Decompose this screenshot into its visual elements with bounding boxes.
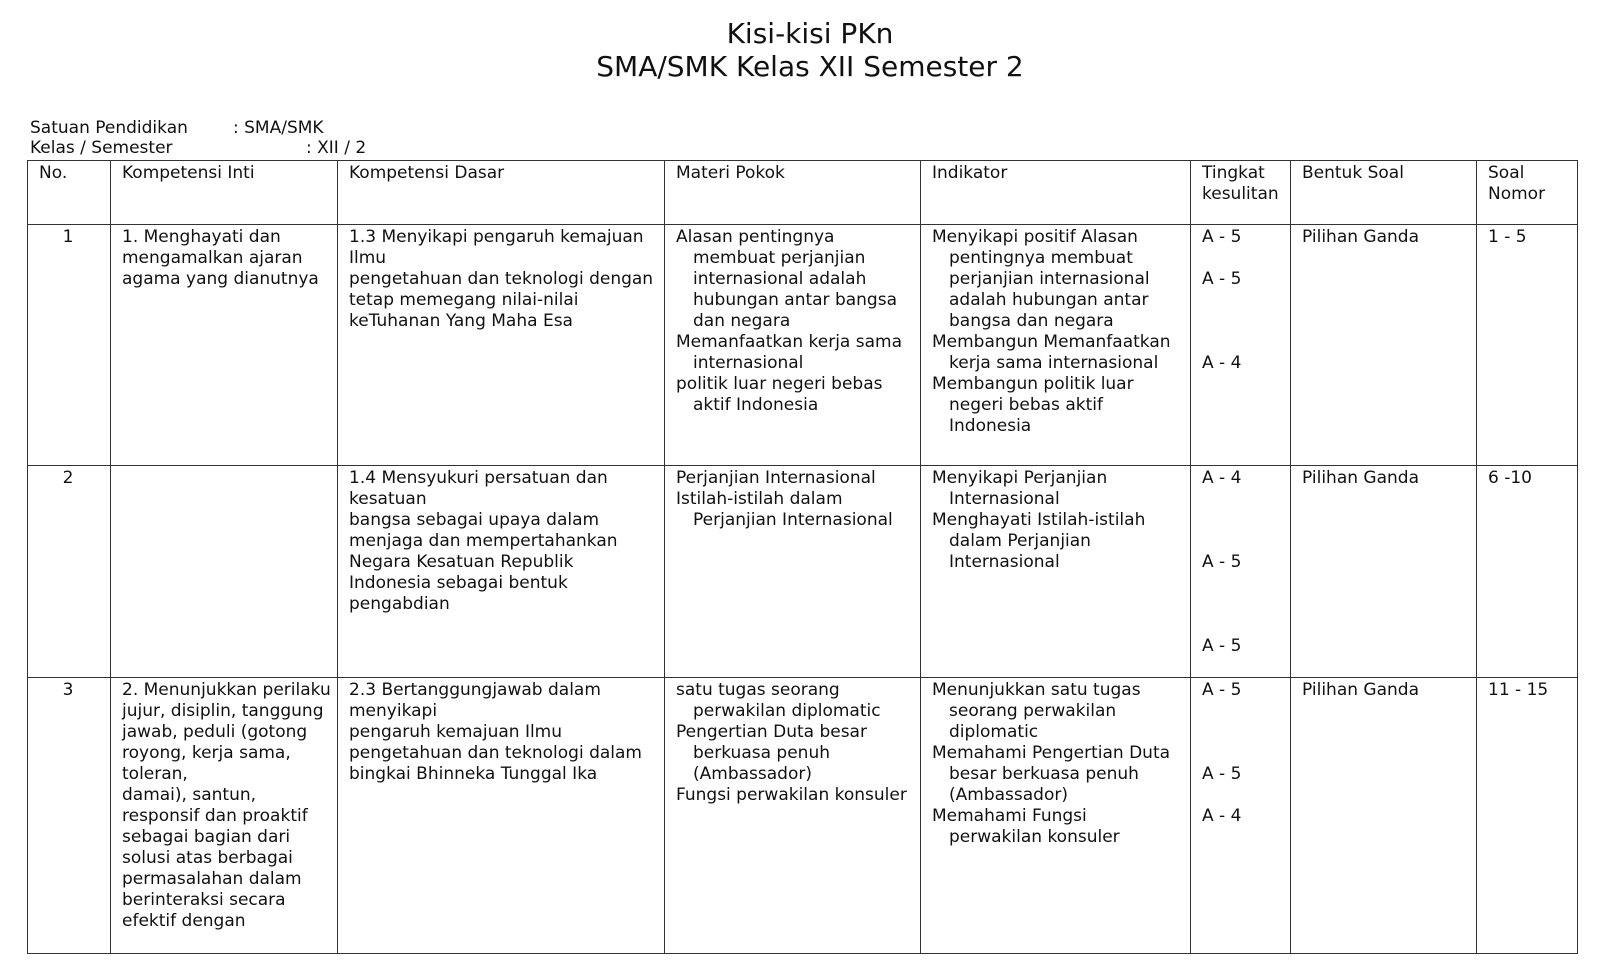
level-value: A - 5 [1202, 552, 1242, 572]
table-row [28, 225, 1578, 466]
row-bentuk-soal: Pilihan Ganda [1291, 678, 1477, 954]
row-tingkat-kesulitan [1191, 225, 1291, 466]
row-kompetensi-inti [111, 466, 338, 678]
level-value: A - 4 [1202, 468, 1242, 488]
row-kompetensi-dasar: 1.4 Mensyukuri persatuan dan kesatuan bangsa sebagai upaya dalam menjaga dan mempertahankan Negara Kesatuan Republik Indonesia sebagai bentuk pengabdian [338, 466, 665, 678]
level-value: A - 4 [1202, 353, 1242, 373]
list-item: • Memahami Fungsi perwakilan konsuler [932, 806, 1184, 848]
table-row [28, 466, 1578, 678]
meta-kelas-label: Kelas / Semester [30, 138, 173, 158]
meta-satuan-value: : SMA/SMK [233, 118, 324, 138]
header-tingkat-kesulitan: Tingkat kesulitan [1191, 161, 1291, 225]
level-value: A - 5 [1202, 269, 1242, 289]
level-value: A - 5 [1202, 764, 1242, 784]
row-bentuk-soal: Pilihan Ganda [1291, 466, 1477, 678]
row-kompetensi-inti: 1. Menghayati dan mengamalkan ajaran agama yang dianutnya [111, 225, 338, 466]
level-value: A - 4 [1202, 806, 1242, 826]
list-item: • Fungsi perwakilan konsuler [676, 785, 914, 806]
list-item: • Membangun politik luar negeri bebas aktif Indonesia [932, 374, 1184, 437]
row-materi-pokok [665, 225, 921, 466]
kisi-kisi-table [27, 160, 1578, 954]
row-materi-pokok [665, 466, 921, 678]
meta-kelas [30, 138, 367, 158]
level-value: A - 5 [1202, 227, 1242, 247]
level-value: A - 5 [1202, 680, 1242, 700]
meta-satuan-label: Satuan Pendidikan [30, 118, 188, 138]
list-item: • Istilah-istilah dalam Perjanjian Internasional [676, 489, 914, 531]
list-item: • politik luar negeri bebas aktif Indonesia [676, 374, 914, 416]
list-item: • Menunjukkan satu tugas seorang perwakilan diplomatic [932, 680, 1184, 743]
row-indikator [921, 678, 1191, 954]
list-item: • Menyikapi positif Alasan pentingnya membuat perjanjian internasional adalah hubungan antar bangsa dan negara [932, 227, 1184, 332]
level-value: A - 5 [1202, 636, 1242, 656]
row-indikator [921, 466, 1191, 678]
row-no: 3 [28, 678, 111, 954]
header-kompetensi-dasar: Kompetensi Dasar [338, 161, 665, 225]
row-soal-nomor: 1 - 5 [1477, 225, 1578, 466]
row-no: 2 [28, 466, 111, 678]
title-line-1: Kisi-kisi PKn [726, 17, 894, 50]
table-header-row [28, 161, 1578, 225]
row-soal-nomor: 6 -10 [1477, 466, 1578, 678]
list-item: • Memanfaatkan kerja sama internasional [676, 332, 914, 374]
row-indikator [921, 225, 1191, 466]
row-kompetensi-dasar: 2.3 Bertanggungjawab dalam menyikapi pengaruh kemajuan Ilmu pengetahuan dan teknologi dalam bingkai Bhinneka Tunggal Ika [338, 678, 665, 954]
header-kompetensi-inti: Kompetensi Inti [111, 161, 338, 225]
list-item: • Menyikapi Perjanjian Internasional [932, 468, 1184, 510]
title-line-2: SMA/SMK Kelas XII Semester 2 [596, 50, 1024, 83]
meta-satuan [30, 118, 324, 138]
document-title [0, 17, 1600, 83]
row-tingkat-kesulitan [1191, 466, 1291, 678]
meta-kelas-value: : XII / 2 [306, 138, 367, 158]
list-item: • satu tugas seorang perwakilan diplomatic [676, 680, 914, 722]
header-soal-nomor: Soal Nomor [1477, 161, 1578, 225]
list-item: • Menghayati Istilah-istilah dalam Perjanjian Internasional [932, 510, 1184, 573]
row-bentuk-soal: Pilihan Ganda [1291, 225, 1477, 466]
row-tingkat-kesulitan [1191, 678, 1291, 954]
header-bentuk-soal: Bentuk Soal [1291, 161, 1477, 225]
header-indikator: Indikator [921, 161, 1191, 225]
row-materi-pokok [665, 678, 921, 954]
header-no: No. [28, 161, 111, 225]
table-row [28, 678, 1578, 954]
row-soal-nomor: 11 - 15 [1477, 678, 1578, 954]
row-kompetensi-inti: 2. Menunjukkan perilaku jujur, disiplin, tanggung jawab, peduli (gotong royong, kerja sama, toleran, damai), santun, responsif dan proaktif sebagai bagian dari solusi atas berbagai permasalahan dalam berinteraksi secara efektif dengan [111, 678, 338, 954]
list-item: • Alasan pentingnya membuat perjanjian internasional adalah hubungan antar bangsa dan negara [676, 227, 914, 332]
header-materi-pokok: Materi Pokok [665, 161, 921, 225]
row-no: 1 [28, 225, 111, 466]
list-item: • Pengertian Duta besar berkuasa penuh (Ambassador) [676, 722, 914, 785]
row-kompetensi-dasar: 1.3 Menyikapi pengaruh kemajuan Ilmu pengetahuan dan teknologi dengan tetap memegang nilai-nilai keTuhanan Yang Maha Esa [338, 225, 665, 466]
list-item: • Memahami Pengertian Duta besar berkuasa penuh (Ambassador) [932, 743, 1184, 806]
list-item: • Perjanjian Internasional [676, 468, 914, 489]
list-item: • Membangun Memanfaatkan kerja sama internasional [932, 332, 1184, 374]
